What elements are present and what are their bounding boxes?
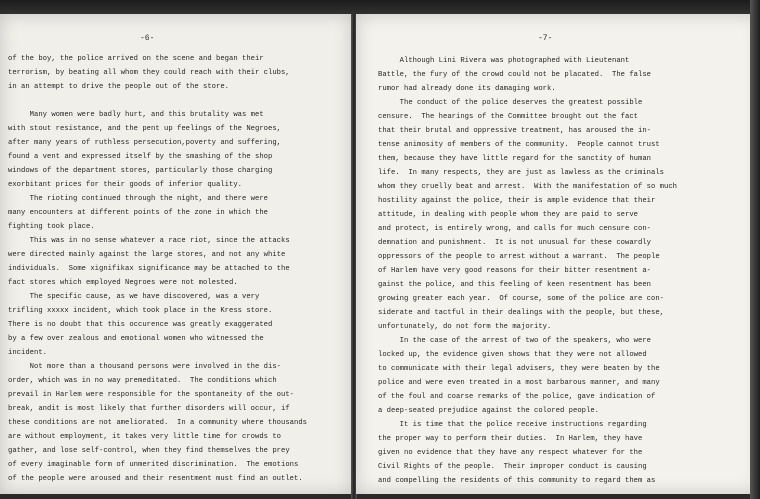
text-line: hostility against the police, their is ample evidence that their (378, 197, 656, 205)
text-line: gainst the police, and this feeling of keen resentment has been (378, 281, 651, 289)
text-line: trifling xxxxx incident, which took place in the Kress store. (8, 307, 273, 315)
text-line: The rioting continued through the night, and there were (8, 195, 268, 203)
text-line: were directed mainly against the large stores, and not any white (8, 251, 286, 259)
text-line: terrorism, by beating all whom they could reach with their clubs, (8, 69, 290, 77)
right-page (356, 14, 760, 494)
scan-edge-right (750, 0, 760, 499)
text-line: fighting took place. (8, 223, 95, 231)
text-line: gather, and lose self-control, when they find themselves the prey (8, 447, 290, 455)
text-line: given no evidence that they have any respect whatever for the (378, 449, 643, 457)
text-line: them, because they have little regard for the sanctity of human (378, 155, 651, 163)
text-line: of every imaginable form of unmerited discrimination. The emotions (8, 461, 299, 469)
text-line: attitude, in dealing with people whom they are paid to serve (378, 211, 638, 219)
text-line: The specific cause, as we have discovered, was a very (8, 293, 260, 301)
text-line: whom they cruelly beat and arrest. With the manifestation of so much (378, 183, 677, 191)
text-line: life. In many respects, they are just as lawless as the criminals (378, 169, 664, 177)
text-line: order, which was in no way premeditated. The conditions which (8, 377, 277, 385)
page-number: -6- (140, 34, 155, 43)
text-line: break, andit is most likely that further disorders will occur, if (8, 405, 290, 413)
text-line: individuals. Some xignifikax significance may be attached to the (8, 265, 290, 273)
text-line (8, 94, 307, 108)
text-line: incident. (8, 349, 47, 357)
text-line: Not more than a thousand persons were involved in the dis- (8, 363, 281, 371)
text-line: of the boy, the police arrived on the scene and began their (8, 55, 264, 63)
text-line: siderate and tactful in their dealings with the people, but these, (378, 309, 664, 317)
text-line: Many women were badly hurt, and this brutality was met (8, 111, 264, 119)
text-line: and compelling the residents of this community to regard them as (378, 477, 656, 485)
text-line: the proper way to perform their duties. In Harlem, they have (378, 435, 643, 443)
page-number: -7- (538, 34, 553, 43)
text-line: locked up, the evidence given shows that they were not allowed (378, 351, 647, 359)
text-line: demnation and punishment. It is not unusual for these cowardly (378, 239, 651, 247)
text-line: many encounters at different points of the zone in which the (8, 209, 268, 217)
text-line: The conduct of the police deserves the greatest possible (378, 99, 643, 107)
text-line: are without employment, it takes very little time for crowds to (8, 433, 281, 441)
left-page (0, 14, 352, 494)
text-line: of the people were aroused and their resentment must find an outlet. (8, 475, 303, 483)
text-line: to communicate with their legal advisers, they were beaten by the (378, 365, 660, 373)
text-line: It is time that the police receive instructions regarding (378, 421, 647, 429)
text-line: windows of the department stores, particularly those charging (8, 167, 273, 175)
text-line: of Harlem have very good reasons for their bitter resentment a- (378, 267, 651, 275)
text-line: Civil Rights of the people. Their improper conduct is causing (378, 463, 647, 471)
text-line: these conditions are not ameliorated. In a community where thousands (8, 419, 307, 427)
text-line: in an attempt to drive the people out of the store. (8, 83, 229, 91)
text-line: and protect, is entirely wrong, and calls for much censure con- (378, 225, 651, 233)
text-line: prevail in Harlem were responsible for the spontaneity of the out- (8, 391, 294, 399)
text-line: rumor had already done its damaging work. (378, 85, 556, 93)
text-line: censure. The hearings of the Committee brought out the fact (378, 113, 638, 121)
text-line: fact stores which employed Negroes were not molested. (8, 279, 238, 287)
text-line: oppressors of the people to arrest without a warrant. The people (378, 253, 660, 261)
text-line: In the case of the arrest of two of the speakers, who were (378, 337, 651, 345)
text-line: exorbitant prices for their goods of inferior quality. (8, 181, 242, 189)
text-line: This was in no sense whatever a race riot, since the attacks (8, 237, 290, 245)
text-line: tense animosity of members of the community. People cannot trust (378, 141, 660, 149)
text-line: a deep-seated prejudice against the colored people. (378, 407, 599, 415)
text-line: There is no doubt that this occurence was greatly exaggerated (8, 321, 273, 329)
text-line: with stout resistance, and the pent up feelings of the Negroes, (8, 125, 281, 133)
text-line: unfortunately, do not form the majority. (378, 323, 552, 331)
text-line: Battle, the fury of the crowd could not be placated. The false (378, 71, 651, 79)
text-line: police and were even treated in a most barbarous manner, and many (378, 379, 660, 387)
text-line: that their brutal and oppressive treatment, has aroused the in- (378, 127, 651, 135)
text-line: by a few over zealous and emotional women who witnessed the (8, 335, 264, 343)
text-line: of the foul and coarse remarks of the police, gave indication of (378, 393, 656, 401)
text-line: found a vent and expressed itself by the smashing of the shop (8, 153, 273, 161)
text-line: after many years of ruthless persecution,poverty and suffering, (8, 139, 281, 147)
text-line: Although Lini Rivera was photographed with Lieutenant (378, 57, 630, 65)
page-body-text (378, 54, 677, 488)
page-body-text (8, 52, 307, 486)
text-line: growing greater each year. Of course, some of the police are con- (378, 295, 664, 303)
